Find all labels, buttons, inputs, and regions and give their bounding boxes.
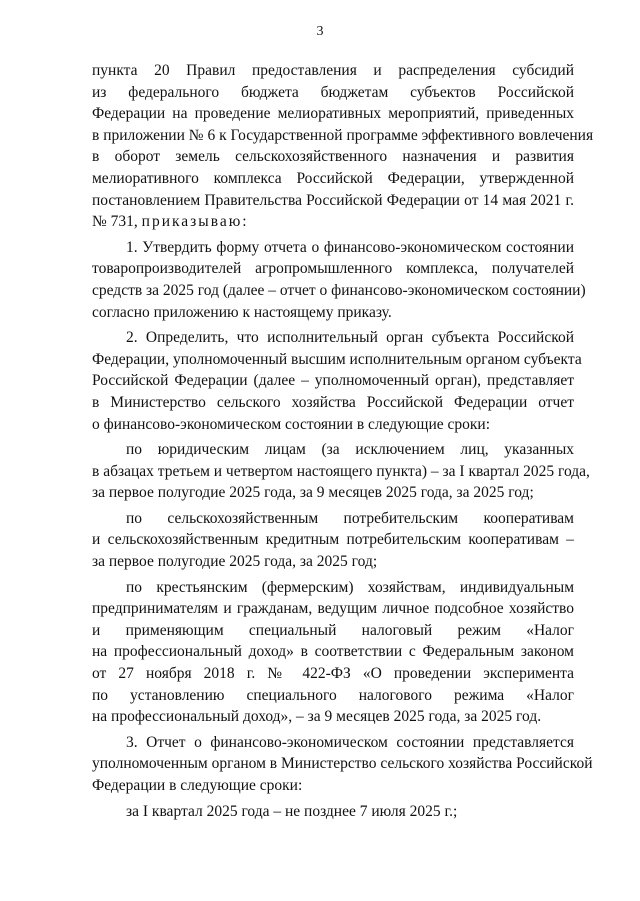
paragraph-2 — [92, 327, 582, 435]
text-line: постановлением Правительства Российской Федерации от 14 мая 2021 г. — [92, 191, 574, 209]
order-number: № 731, — [92, 213, 142, 231]
text-line: по юридическим лицам (за исключением лиц, указанных — [126, 441, 574, 459]
text-line: 3. Отчет о финансово-экономическом состоянии представляется — [126, 733, 574, 751]
text-line: Федерации на проведение мелиоративных мероприятий, приведенных — [92, 105, 574, 123]
text-line: из федерального бюджета бюджетам субъектов Российской — [92, 83, 574, 101]
text-line: в оборот земель сельскохозяйственного назначения и развития — [92, 148, 574, 166]
text-line: Федерации, уполномоченный высшим исполнительным органом субъекта — [92, 350, 582, 368]
page-number: 3 — [316, 24, 324, 39]
text-line: 1. Утвердить форму отчета о финансово-экономическом состоянии — [126, 238, 574, 256]
text-line: и сельскохозяйственным кредитным потребительским кооперативам – — [92, 531, 574, 549]
order-word: приказываю: — [141, 213, 249, 231]
text-line: на профессиональный доход», – за 9 месяцев 2025 года, за 2025 год. — [92, 708, 542, 726]
text-line: по сельскохозяйственным потребительским кооперативам — [126, 509, 574, 527]
text-line: о финансово-экономическом состоянии в следующие сроки: — [92, 415, 491, 433]
paragraph-intro — [92, 60, 594, 233]
text-line: за первое полугодие 2025 года, за 2025 год; — [92, 553, 378, 571]
text-line: по установлению специального налогового режима «Налог — [92, 686, 574, 704]
text-line: пункта 20 Правил предоставления и распределения субсидий — [92, 62, 574, 79]
text-line: в приложении № 6 к Государственной программе эффективного вовлечения — [92, 126, 594, 144]
text-line: за первое полугодие 2025 года, за 9 месяцев 2025 года, за 2025 год; — [92, 484, 534, 502]
text-line: на профессиональный доход» в соответствии с Федеральным законом — [92, 643, 574, 661]
text-line: 2. Определить, что исполнительный орган субъекта Российской — [126, 329, 574, 347]
text-line: Российской Федерации (далее – уполномоченный орган), представляет — [92, 372, 574, 390]
text-line: предпринимателям и гражданам, ведущим личное подсобное хозяйство — [92, 600, 574, 618]
paragraph-3 — [92, 732, 593, 797]
text-line — [92, 211, 574, 233]
text-line: по крестьянским (фермерским) хозяйствам, индивидуальным — [126, 578, 574, 596]
text-line: в Министерство сельского хозяйства Российской Федерации отчет — [92, 393, 574, 411]
paragraph-2a — [92, 439, 590, 504]
text-line: Федерации в следующие сроки: — [92, 777, 303, 794]
text-line: уполномоченным органом в Министерство сельского хозяйства Российской — [92, 755, 593, 773]
text-line: мелиоративного комплекса Российской Федерации, утвержденной — [92, 169, 574, 187]
document-body — [92, 60, 594, 822]
text-line: в абзацах третьем и четвертом настоящего пункта) – за I квартал 2025 года, — [92, 462, 590, 480]
text-line: и применяющим специальный налоговый режим «Налог — [92, 621, 574, 639]
text-line: согласно приложению к настоящему приказу. — [92, 303, 392, 321]
text-line: за I квартал 2025 года – не позднее 7 июля 2025 г.; — [126, 802, 458, 820]
paragraph-2c — [92, 577, 574, 728]
text-line: от 27 ноября 2018 г. № 422-ФЗ «О проведении эксперимента — [92, 665, 574, 683]
paragraph-2b — [92, 508, 574, 573]
text-line: товаропроизводителей агропромышленного комплекса, получателей — [92, 260, 574, 278]
paragraph-3a — [92, 801, 574, 823]
text-line: средств за 2025 год (далее – отчет о финансово-экономическом состоянии) — [92, 281, 586, 299]
paragraph-1 — [92, 237, 586, 323]
